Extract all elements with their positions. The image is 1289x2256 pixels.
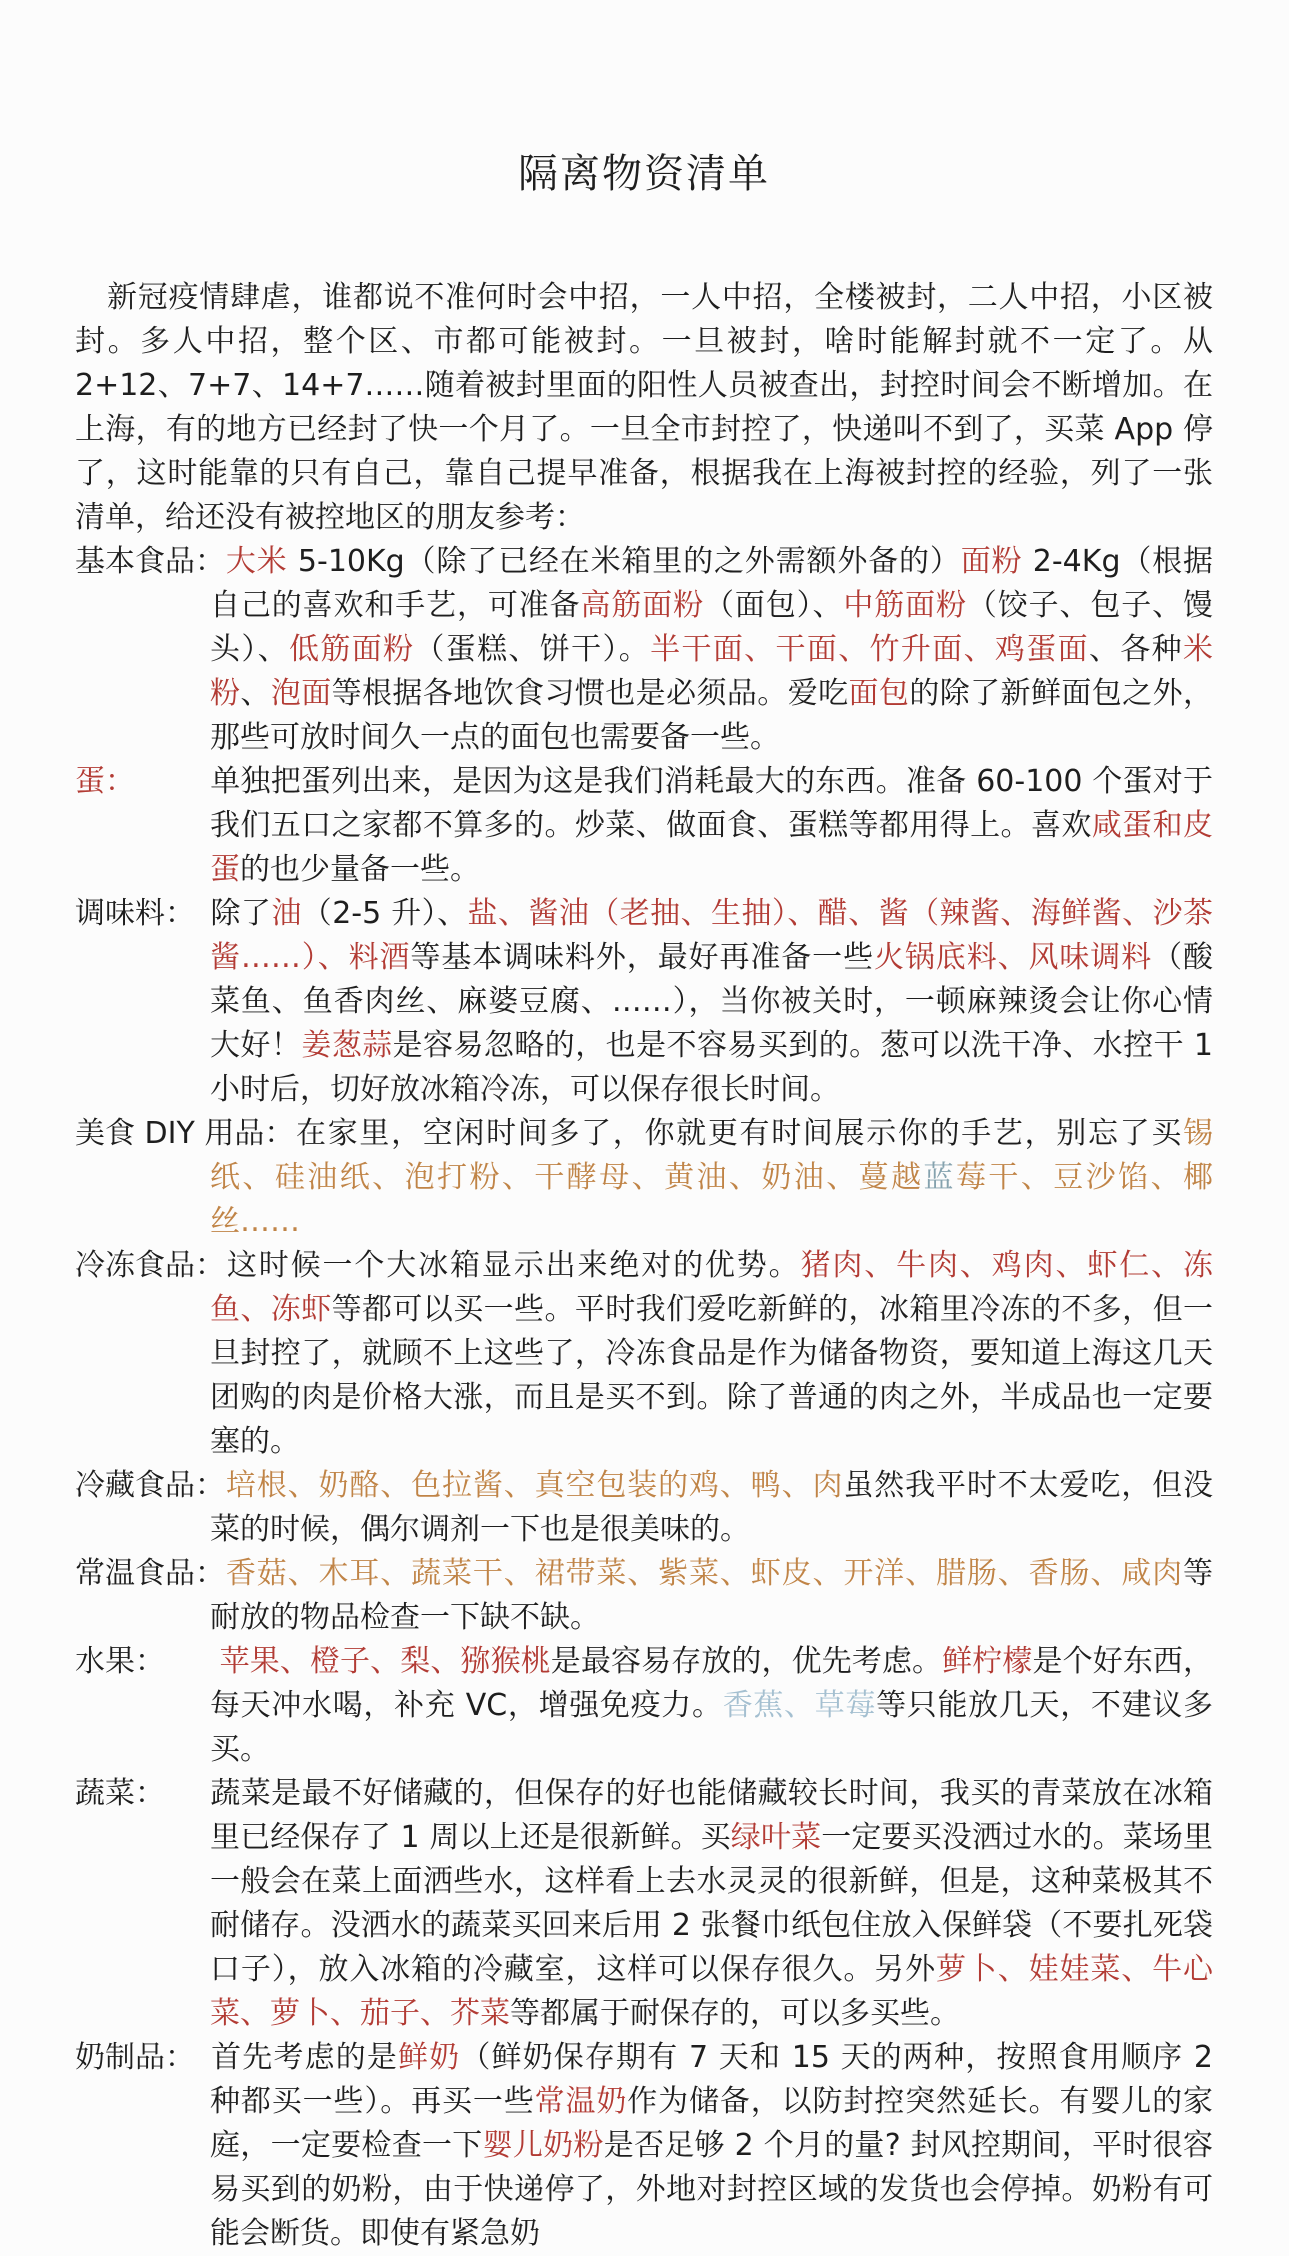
item-label: 美食 DIY 用品： — [75, 1116, 295, 1151]
text-run: 这时候一个大冰箱显示出来绝对的优势。 — [225, 1248, 801, 1283]
list-item — [75, 2036, 1213, 2256]
intro-paragraph: 新冠疫情肆虐，谁都说不准何时会中招，一人中招，全楼被封，二人中招，小区被封。多人中招，整个区、市都可能被封。一旦被封，啥时能解封就不一定了。从 2+12、7+7、14+7……随着被封里面的阳性人员被查出，封控时间会不断增加。在上海，有的地方已经封了快一个月了。一旦全市封控了，快递叫不到了，买菜 App 停了，这时能靠的只有自己，靠自己提早准备，根据我在上海被封控的经验，列了一张清单，给还没有被控地区的朋友参考： — [75, 280, 1213, 535]
text-run: 香菇、木耳、蔬菜干、裙带菜、紫菜、虾皮、开洋、腊肠、香肠、咸肉 — [225, 1556, 1183, 1591]
text-run: 、 — [240, 676, 271, 711]
text-run: 油 — [271, 896, 302, 931]
text-run: 绿叶菜 — [730, 1820, 822, 1855]
text-run: 半干面、干面、竹升面、鸡蛋面 — [650, 632, 1089, 667]
text-run: 蓝 — [923, 1160, 956, 1195]
item-label: 常温食品： — [75, 1556, 225, 1591]
text-run: 等只能放几天，不建议多买。 — [210, 1688, 1213, 1767]
item-label: 冷藏食品： — [75, 1468, 225, 1503]
text-run: 首先考虑的是 — [210, 2040, 399, 2075]
text-run: 等根据各地饮食习惯也是必须品。爱吃 — [331, 676, 849, 711]
text-run: 在家里，空闲时间多了，你就更有时间展示你的手艺，别忘了买 — [294, 1116, 1183, 1151]
text-run: 低筋面粉 — [289, 632, 415, 667]
document-content — [0, 150, 1289, 2256]
text-run: 培根、奶酪、色拉酱、真空包装的鸡、鸭、肉 — [225, 1468, 844, 1503]
item-label: 蛋： — [75, 764, 135, 799]
text-run: 等基本调味料外，最好再准备一些 — [410, 940, 874, 975]
text-run: 面粉 — [960, 544, 1023, 579]
text-run: （饺子、包子、馒头）、 — [210, 588, 1213, 667]
text-run: 莓干、豆沙馅、椰丝…… — [210, 1160, 1214, 1239]
text-run: 盐、酱油（老抽、生抽）、醋、酱（辣酱、海鲜酱、沙茶酱……）、料酒 — [210, 896, 1214, 975]
text-run: 一定要买没洒过水的。菜场里一般会在菜上面洒些水，这样看上去水灵灵的很新鲜，但是，这种菜极其不耐储存。没洒水的蔬菜买回来后用 2 张餐巾纸包住放入保鲜袋（不要扎死袋口子），放入冰箱的冷藏室，这样可以保存很久。另外 — [210, 1820, 1214, 1987]
page-title: 隔离物资清单 — [518, 151, 770, 197]
text-run: 苹果、橙子、梨、猕猴桃 — [210, 1644, 551, 1679]
text-run: 等都可以买一些。平时我们爱吃新鲜的，冰箱里冷冻的不多，但一旦封控了，就顾不上这些了，冷冻食品是作为储备物资，要知道上海这几天团购的肉是价格大涨，而且是买不到。除了普通的肉之外，半成品也一定要塞的。 — [210, 1292, 1213, 1459]
item-label: 奶制品： — [75, 2040, 195, 2075]
text-run: （面包）、 — [704, 588, 844, 623]
text-run: 除了 — [210, 896, 272, 931]
text-run: 高筋面粉 — [580, 588, 704, 623]
list-item — [75, 1464, 1213, 1552]
item-label: 基本食品： — [75, 544, 225, 579]
text-run: 面包 — [848, 676, 910, 711]
text-run: 火锅底料、风味调料 — [873, 940, 1153, 975]
list-item — [75, 1640, 1213, 1772]
text-run: 大米 — [225, 544, 288, 579]
text-run: 2-4Kg（根据自己的喜欢和手艺，可准备 — [210, 544, 1214, 623]
text-run: 等耐放的物品检查一下缺不缺。 — [210, 1556, 1213, 1635]
text-run: 是个好东西，每天冲水喝，补充 VC，增强免疫力。 — [210, 1644, 1214, 1723]
text-run: 单独把蛋列出来，是因为这是我们消耗最大的东西。准备 60-100 个蛋对于我们五口之家都不算多的。炒菜、做面食、蛋糕等都用得上。喜欢 — [210, 764, 1213, 843]
text-run: 猪肉、牛肉、鸡肉、虾仁、冻鱼、冻虾 — [210, 1248, 1214, 1327]
text-run: 米粉 — [210, 632, 1213, 711]
text-run: 常温奶 — [534, 2084, 628, 2119]
list-item — [75, 1772, 1213, 2036]
list-item — [75, 892, 1213, 1112]
supply-list — [75, 540, 1213, 2256]
item-label: 水果： — [75, 1644, 165, 1679]
text-run: 蔬菜是最不好储藏的，但保存的好也能储藏较长时间，我买的青菜放在冰箱里已经保存了 1 周以上还是很新鲜。买 — [210, 1776, 1213, 1855]
text-run: 是否足够 2 个月的量? 封风控期间，平时很容易买到的奶粉，由于快递停了，外地对封控区域的发货也会停掉。奶粉有可能会断货。即使有紧急奶 — [210, 2128, 1214, 2251]
text-run: 姜葱蒜 — [301, 1028, 393, 1063]
list-item — [75, 1112, 1213, 1244]
text-run: 等都属于耐保存的，可以多买些。 — [510, 1996, 960, 2031]
text-run: 鲜奶 — [398, 2040, 461, 2075]
item-label: 冷冻食品： — [75, 1248, 225, 1283]
text-run: 中筋面粉 — [843, 588, 967, 623]
text-run: 萝卜、娃娃菜、牛心菜、萝卜、茄子、芥菜 — [210, 1952, 1213, 2031]
text-run: 泡面 — [270, 676, 332, 711]
text-run: （蛋糕、饼干）。 — [414, 632, 651, 667]
list-item — [75, 540, 1213, 760]
text-run: 是最容易存放的，优先考虑。 — [550, 1644, 943, 1679]
text-run: 虽然我平时不太爱吃，但没菜的时候，偶尔调剂一下也是很美味的。 — [210, 1468, 1213, 1547]
text-run: 锡纸、硅油纸、泡打粉、干酵母、黄油、奶油、蔓越 — [210, 1116, 1213, 1195]
text-run: 的除了新鲜面包之外，那些可放时间久一点的面包也需要备一些。 — [210, 676, 1213, 755]
text-run: 的也少量备一些。 — [240, 852, 480, 887]
item-label: 蔬菜： — [75, 1776, 165, 1811]
document-page — [0, 150, 1289, 2255]
text-run: 、各种 — [1088, 632, 1183, 667]
list-item — [75, 1552, 1213, 1640]
text-run: 5-10Kg（除了已经在米箱里的之外需额外备的） — [287, 544, 961, 579]
text-run: 是容易忽略的，也是不容易买到的。葱可以洗干净、水控干 1 小时后，切好放冰箱冷冻，可以保存很长时间。 — [210, 1028, 1214, 1107]
text-run: 婴儿奶粉 — [482, 2128, 604, 2163]
text-run: 鲜柠檬 — [942, 1644, 1033, 1679]
text-run: 咸蛋和皮蛋 — [210, 808, 1213, 887]
list-item — [75, 1244, 1213, 1464]
item-label: 调味料： — [75, 896, 195, 931]
text-run: 作为储备，以防封控突然延长。有婴儿的家庭，一定要检查一下 — [210, 2084, 1213, 2163]
text-run: （酸菜鱼、鱼香肉丝、麻婆豆腐、……），当你被关时，一顿麻辣烫会让你心情大好！ — [210, 940, 1214, 1063]
text-run: （2-5 升）、 — [301, 896, 468, 931]
text-run: （鲜奶保存期有 7 天和 15 天的两种，按照食用顺序 2 种都买一些）。再买一些 — [210, 2040, 1214, 2119]
text-run: 香蕉、草莓 — [722, 1688, 877, 1723]
list-item — [75, 760, 1213, 892]
